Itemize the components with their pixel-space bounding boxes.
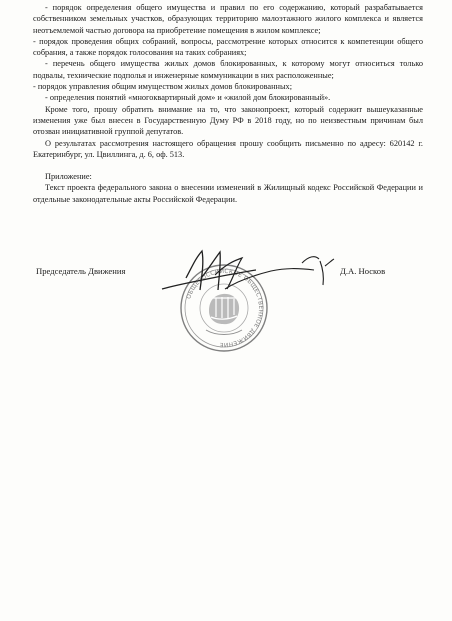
appendix-title: Приложение: xyxy=(45,172,92,182)
handwritten-signature xyxy=(144,246,354,304)
paragraph-common-property-order: - порядок определения общего имущества и правил по его содержанию, который разрабатывается собственником земельных участков, образующих территорию малоэтажного жилого комплекса и является неотъемлемой частью договора на приобретение помещения в жилом комплексе; xyxy=(33,3,423,35)
svg-text:ОБЩЕРОССИЙСКОЕ ОБЩЕСТВЕННОЕ ДВ: ОБЩЕРОССИЙСКОЕ ОБЩЕСТВЕННОЕ ДВИЖЕНИЕ xyxy=(186,268,264,348)
paragraph-spacer xyxy=(33,160,423,171)
signer-title: Председатель Движения xyxy=(36,266,126,276)
signer-name: Д.А. Носков xyxy=(340,266,386,276)
paragraph-definitions: - определения понятий «многоквартирный дом» и «жилой дом блокированный». xyxy=(45,93,331,103)
paragraph-general-meetings: - порядок проведения общих собраний, вопросы, рассмотрение которых относится к компетенции общего собрания, а также порядок голосования на таких собраниях; xyxy=(33,36,423,58)
paragraph-common-property-list: - перечень общего имущества жилых домов блокированных, к которому могут относиться только подвалы, технические подполья и инженерные коммуникации в них расположенные; xyxy=(33,59,423,80)
paragraph-address-request: О результатах рассмотрения настоящего обращения прошу сообщить письменно по адресу: 620142 г. Екатеринбург, ул. Цвиллинга, д. 6, оф. 513. xyxy=(33,138,423,159)
paragraph-management-order: - порядок управления общим имуществом жилых домов блокированных; xyxy=(33,82,292,92)
appendix-text: Текст проекта федерального закона о внесении изменений в Жилищный кодекс Российской Федерации и отдельные законодательные акты Российской Федерации. xyxy=(33,183,423,204)
document-body xyxy=(33,2,423,205)
paragraph-previous-bill: Кроме того, прошу обратить внимание на то, что законопроект, который содержит вышеуказанные изменения уже был внесен в Государственную Думу РФ в 2018 году, но по неизвестным причинам был отозван инициативной группой депутатов. xyxy=(33,104,423,137)
